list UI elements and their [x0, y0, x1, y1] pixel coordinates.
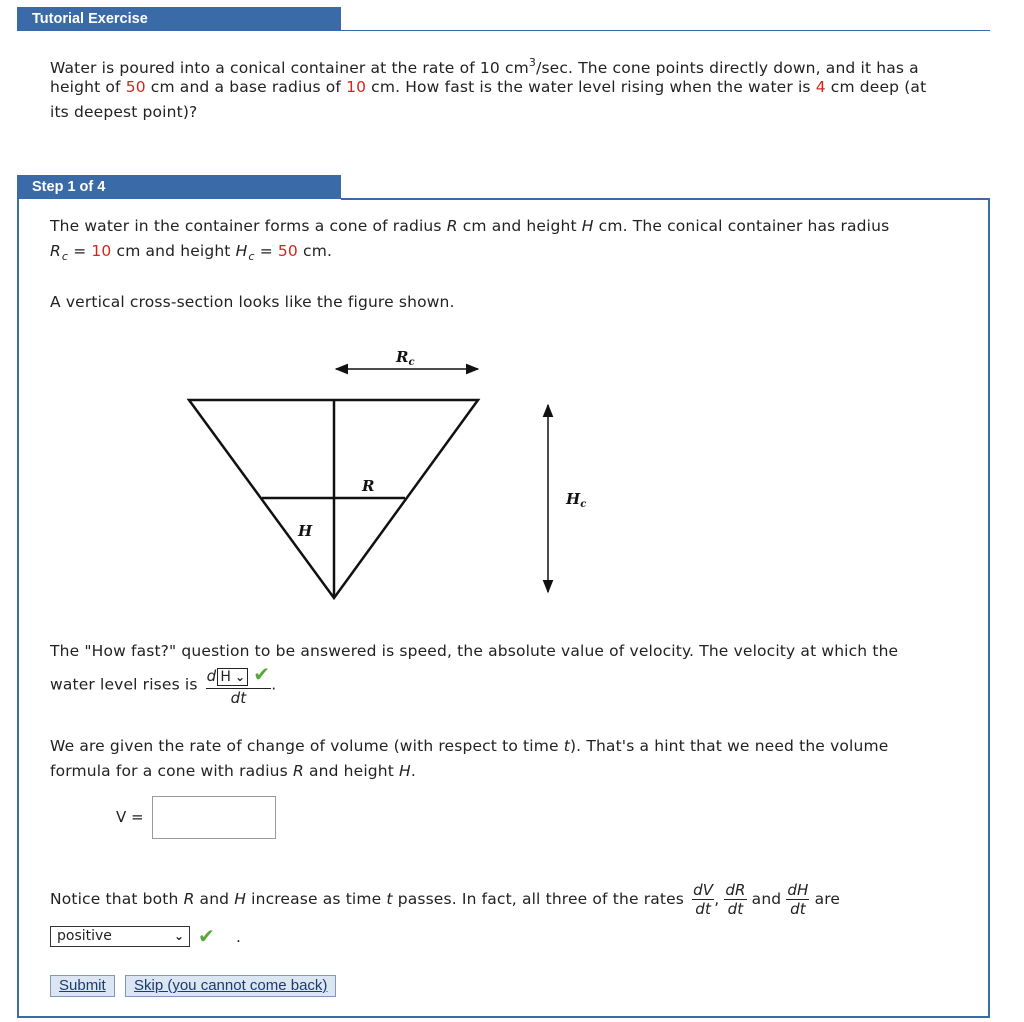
d-symbol: d [206, 667, 217, 685]
var-r: R [446, 217, 458, 235]
notice-text: passes. In fact, all three of the rates [392, 890, 685, 908]
step-para-1-line-2 [50, 239, 332, 269]
problem-text: /sec. The cone points directly down, and it has a [536, 59, 919, 77]
problem-text: its deepest point)? [50, 103, 198, 121]
velocity-fraction [206, 664, 272, 706]
volume-input[interactable] [152, 796, 276, 839]
hc-value: 50 [277, 242, 298, 260]
checkmark-icon: ✔ [253, 662, 271, 686]
how-fast-line-2 [50, 664, 276, 706]
rc-label: $R_c$ [396, 348, 415, 368]
dt-denominator: dt [790, 899, 806, 918]
chevron-down-icon: ⌄ [235, 670, 246, 684]
hc-label: $H_c$ [566, 490, 587, 510]
sign-select-value: positive [57, 928, 112, 944]
problem-text: height of [50, 78, 126, 96]
var-rc: R [50, 242, 61, 260]
rate-value: 10 [479, 59, 500, 77]
variable-select[interactable] [217, 668, 248, 686]
skip-button[interactable]: Skip (you cannot come back) [125, 975, 336, 997]
submit-button[interactable]: Submit [50, 975, 115, 997]
dr-numerator: dR [725, 880, 746, 899]
r-label: R [362, 477, 375, 495]
var-t: t [563, 737, 570, 755]
period: . [271, 675, 277, 694]
and-word: and [751, 890, 782, 908]
var-hc: H [235, 242, 248, 260]
problem-text: cm. How fast is the water level rising when the water is [366, 78, 816, 96]
given-line-1 [50, 734, 888, 759]
given-line-2 [50, 759, 416, 784]
subscript-c: c [248, 250, 255, 263]
subscript-c: c [61, 250, 69, 263]
problem-text: cm and a base radius of [145, 78, 347, 96]
sign-select[interactable] [50, 926, 190, 947]
velocity-numerator [206, 664, 272, 689]
var-r: R [183, 890, 195, 908]
notice-text: Notice that both [50, 890, 184, 908]
checkmark-icon: ✔ [198, 924, 215, 948]
var-t: t [386, 890, 393, 908]
height-value: 50 [125, 78, 146, 96]
equals: = [254, 242, 278, 260]
var-r: R [292, 762, 304, 780]
notice-line [50, 880, 840, 918]
volume-label: V = [116, 808, 144, 826]
given-text: formula for a cone with radius [50, 762, 293, 780]
problem-text: Water is poured into a conical container at the rate of [50, 59, 480, 77]
comma: , [714, 890, 720, 908]
step-text: cm. [297, 242, 333, 260]
radius-value: 10 [346, 78, 367, 96]
var-h: H [581, 217, 594, 235]
problem-text: cm deep (at [825, 78, 927, 96]
depth-value: 4 [815, 78, 826, 96]
var-h: H [234, 890, 247, 908]
problem-text: cm [499, 59, 529, 77]
period: . [236, 928, 241, 946]
how-fast-line-1: The "How fast?" question to be answered is speed, the absolute value of velocity. The velocity at which the [50, 642, 899, 660]
variable-select-value: H [220, 669, 231, 685]
notice-text: increase as time [246, 890, 387, 908]
equals: = [68, 242, 92, 260]
step-header: Step 1 of 4 [17, 175, 341, 199]
dt-denominator: dt [695, 899, 711, 918]
cone-cross-section-figure [180, 340, 600, 610]
tutorial-header: Tutorial Exercise [17, 7, 341, 31]
var-h: H [399, 762, 411, 780]
chevron-down-icon: ⌄ [173, 929, 184, 943]
step-text: cm and height [111, 242, 236, 260]
given-text: We are given the rate of change of volume (with respect to time [50, 737, 564, 755]
step-para-1-line-1 [50, 214, 889, 239]
dr-dt-fraction [724, 880, 746, 918]
dt-denominator: dt [727, 899, 744, 918]
unit-exponent: 3 [528, 56, 537, 69]
dv-dt-fraction [692, 880, 714, 918]
h-label: H [298, 522, 313, 540]
rc-value: 10 [91, 242, 112, 260]
velocity-denominator: dt [230, 689, 247, 707]
notice-text: and [194, 890, 235, 908]
how-fast-text: water level rises is [50, 675, 198, 694]
dh-numerator: dH [787, 880, 809, 899]
are-word: are [814, 890, 841, 908]
problem-line-3 [50, 100, 197, 125]
problem-line-2 [50, 75, 926, 100]
dv-numerator: dV [693, 880, 714, 899]
step-text: cm. The conical container has radius [593, 217, 890, 235]
tutorial-header-rule [341, 30, 990, 31]
given-text: ). That's a hint that we need the volume [569, 737, 889, 755]
given-text: and height [303, 762, 400, 780]
dh-dt-fraction [786, 880, 809, 918]
step-text: cm and height [457, 217, 582, 235]
cross-section-text: A vertical cross-section looks like the figure shown. [50, 293, 455, 311]
step-text: The water in the container forms a cone of radius [50, 217, 447, 235]
given-text: . [410, 762, 416, 780]
